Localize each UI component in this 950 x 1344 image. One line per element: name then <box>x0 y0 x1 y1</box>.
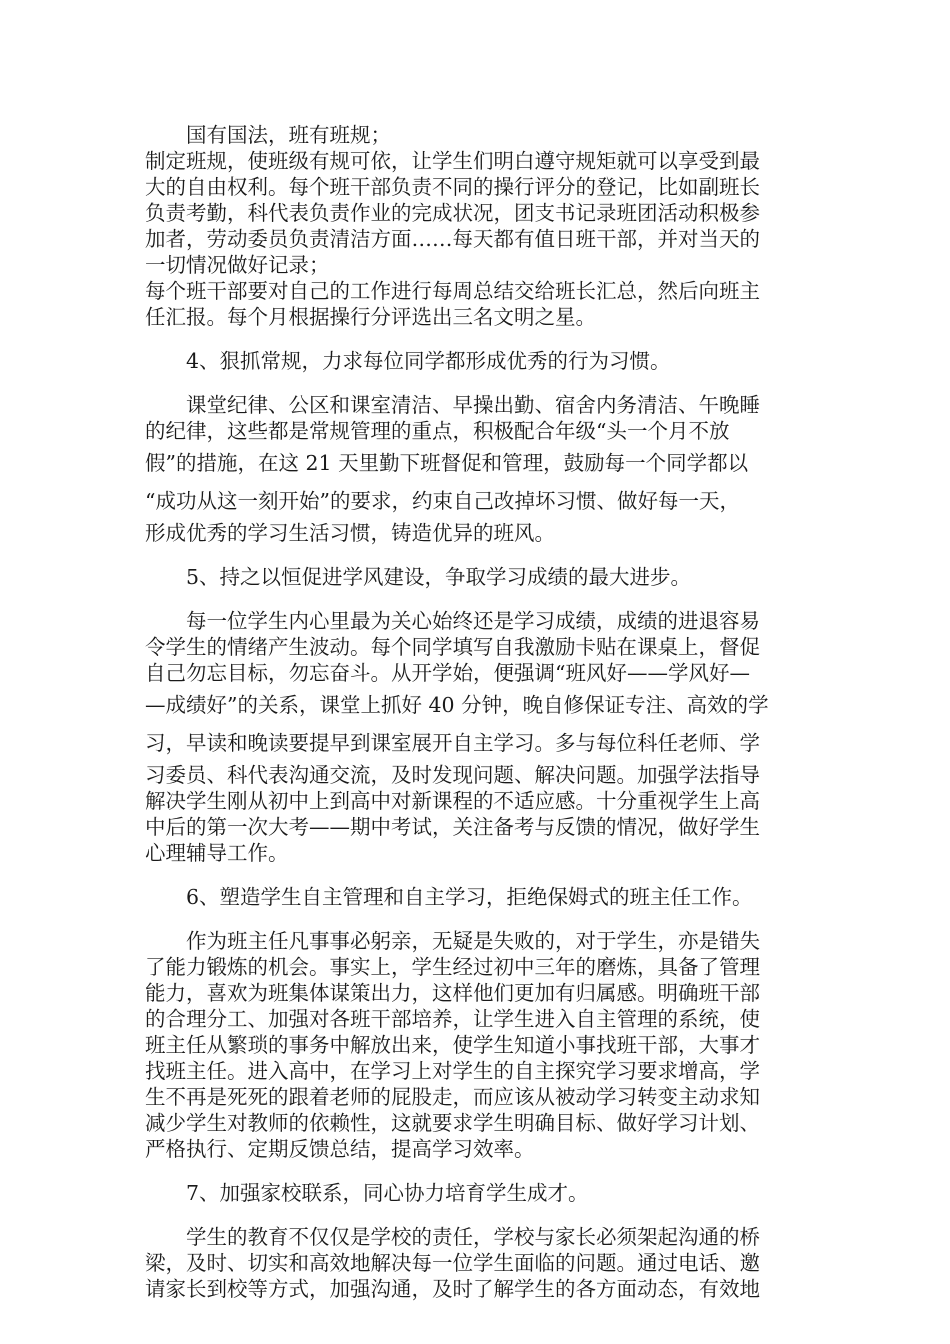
section-heading-5 <box>145 564 805 590</box>
text-line: “成功从这一刻开始”的要求，约束自己改掉坏习惯、做好每一天， <box>145 489 740 513</box>
heading-text: 7、加强家校联系，同心协力培育学生成才。 <box>186 1181 589 1205</box>
text-line: 国有国法，班有班规； <box>186 123 391 147</box>
text-line: 任汇报。每个月根据操行分评选出三名文明之星。 <box>145 305 596 329</box>
text-line: 每一位学生内心里最为关心始终还是学习成绩，成绩的进退容易 <box>186 609 760 633</box>
document-page <box>145 122 805 1302</box>
text-line: 的纪律，这些都是常规管理的重点，积极配合年级“头一个月不放 <box>145 419 730 443</box>
paragraph-rules-intro <box>145 122 805 148</box>
text-line: 作为班主任凡事事必躬亲，无疑是失败的，对于学生，亦是错失 <box>186 929 760 953</box>
section-heading-6 <box>145 884 805 910</box>
text-line: 习委员、科代表沟通交流，及时发现问题、解决问题。加强学法指导 <box>145 763 760 787</box>
section-heading-7 <box>145 1180 805 1206</box>
heading-text: 6、塑造学生自主管理和自主学习，拒绝保姆式的班主任工作。 <box>186 885 753 909</box>
text-line: 班主任从繁琐的事务中解放出来，使学生知道小事找班干部，大事才 <box>145 1033 760 1057</box>
text-line: 找班主任。进入高中，在学习上对学生的自主探究学习要求增高，学 <box>145 1059 760 1083</box>
text-line: 梁，及时、切实和高效地解决每一位学生面临的问题。通过电话、邀 <box>145 1251 760 1275</box>
text-line: 严格执行、定期反馈总结，提高学习效率。 <box>145 1137 535 1161</box>
text-line: 学生的教育不仅仅是学校的责任，学校与家长必须架起沟通的桥 <box>186 1225 760 1249</box>
heading-text: 4、狠抓常规，力求每位同学都形成优秀的行为习惯。 <box>186 349 671 373</box>
text-line: 习，早读和晚读要提早到课室展开自主学习。多与每位科任老师、学 <box>145 731 760 755</box>
paragraph-routine <box>145 392 805 546</box>
text-line: 制定班规，使班级有规可依，让学生们明白遵守规矩就可以享受到最 <box>145 149 760 173</box>
text-line: 令学生的情绪产生波动。每个同学填写自我激励卡贴在课桌上，督促 <box>145 635 760 659</box>
text-line: 请家长到校等方式，加强沟通，及时了解学生的各方面动态，有效地 <box>145 1277 760 1301</box>
text-line: 每个班干部要对自己的工作进行每周总结交给班长汇总，然后向班主 <box>145 279 760 303</box>
text-line: 形成优秀的学习生活习惯，铸造优异的班风。 <box>145 521 555 545</box>
paragraph-home-school <box>145 1224 805 1302</box>
text-line: 的合理分工、加强对各班干部培养，让学生进入自主管理的系统，使 <box>145 1007 760 1031</box>
text-line: 一切情况做好记录； <box>145 253 330 277</box>
text-line: 生不再是死死的跟着老师的屁股走，而应该从被动学习转变主动求知 <box>145 1085 760 1109</box>
text-line: 能力，喜欢为班集体谋策出力，这样他们更加有归属感。明确班干部 <box>145 981 760 1005</box>
paragraph-self-management <box>145 928 805 1162</box>
text-line: 自己勿忘目标，勿忘奋斗。从开学始，便强调“班风好——学风好— <box>145 661 750 685</box>
text-line: 中后的第一次大考——期中考试，关注备考与反馈的情况，做好学生 <box>145 815 760 839</box>
section-heading-4 <box>145 348 805 374</box>
text-line: 心理辅导工作。 <box>145 841 289 865</box>
text-line: 减少学生对教师的依赖性，这就要求学生明确目标、做好学习计划、 <box>145 1111 760 1135</box>
text-line: 加者，劳动委员负责清洁方面……每天都有值日班干部，并对当天的 <box>145 227 760 251</box>
text-line: 大的自由权利。每个班干部负责不同的操行评分的登记，比如副班长 <box>145 175 760 199</box>
text-line: 课堂纪律、公区和课室清洁、早操出勤、宿舍内务清洁、午晚睡 <box>186 393 760 417</box>
paragraph-class-rules <box>145 148 805 278</box>
heading-text: 5、持之以恒促进学风建设，争取学习成绩的最大进步。 <box>186 565 692 589</box>
text-line: 负责考勤，科代表负责作业的完成状况，团支书记录班团活动积极参 <box>145 201 760 225</box>
text-line: —成绩好”的关系，课堂上抓好 40 分钟，晚自修保证专注、高效的学 <box>145 693 769 717</box>
paragraph-weekly-summary <box>145 278 805 330</box>
text-line: 解决学生刚从初中上到高中对新课程的不适应感。十分重视学生上高 <box>145 789 760 813</box>
paragraph-study-style <box>145 608 805 866</box>
text-line: 假”的措施，在这 21 天里勤下班督促和管理，鼓励每一个同学都以 <box>145 451 749 475</box>
text-line: 了能力锻炼的机会。事实上，学生经过初中三年的磨炼，具备了管理 <box>145 955 760 979</box>
